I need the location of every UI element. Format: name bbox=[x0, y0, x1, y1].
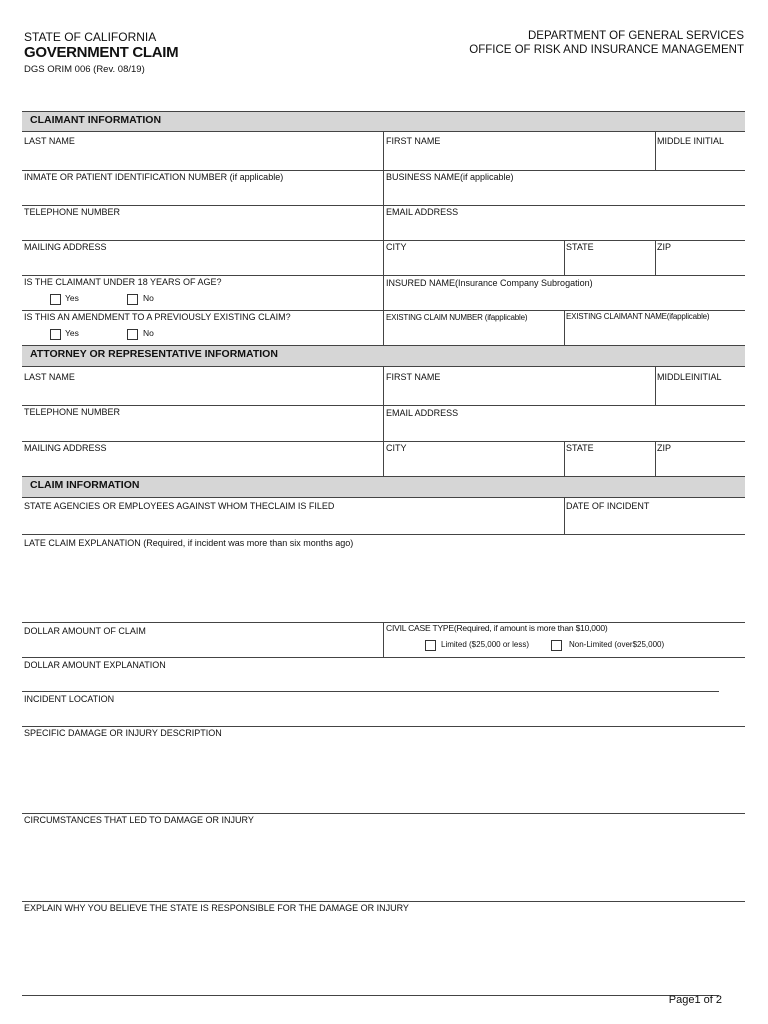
amendment-no-label: No bbox=[143, 328, 154, 338]
damage-description-label: SPECIFIC DAMAGE OR INJURY DESCRIPTION bbox=[24, 728, 222, 738]
claimant-insured-name-label: INSURED NAME(Insurance Company Subrogation) bbox=[386, 278, 593, 288]
civil-case-type-label: CIVIL CASE TYPE(Required, if amount is more than $10,000) bbox=[386, 623, 608, 633]
state-name: STATE OF CALIFORNIA bbox=[24, 30, 157, 44]
claimant-amendment-label: IS THIS AN AMENDMENT TO A PREVIOUSLY EXISTING CLAIM? bbox=[24, 312, 291, 322]
late-claim-explanation-label: LATE CLAIM EXPLANATION (Required, if incident was more than six months ago) bbox=[24, 538, 354, 548]
office-name: OFFICE OF RISK AND INSURANCE MANAGEMENT bbox=[469, 44, 744, 56]
under-18-no-label: No bbox=[143, 293, 154, 303]
form-id: DGS ORIM 006 (Rev. 08/19) bbox=[24, 64, 145, 75]
claimant-inmate-id-label: INMATE OR PATIENT IDENTIFICATION NUMBER (if applicable) bbox=[24, 172, 284, 182]
claimant-first-name-label: FIRST NAME bbox=[386, 136, 441, 146]
claim-form bbox=[22, 111, 745, 996]
claimant-section-header bbox=[22, 111, 745, 131]
claim-section-title: CLAIM INFORMATION bbox=[30, 479, 140, 491]
claimant-section-title: CLAIMANT INFORMATION bbox=[30, 114, 162, 126]
existing-claimant-name-label: EXISTING CLAIMANT NAME(ifapplicable) bbox=[566, 312, 710, 321]
incident-location-label: INCIDENT LOCATION bbox=[24, 694, 115, 704]
attorney-telephone-label: TELEPHONE NUMBER bbox=[24, 407, 121, 417]
under-18-no-checkbox[interactable] bbox=[127, 294, 138, 305]
non-limited-checkbox[interactable] bbox=[551, 640, 562, 651]
claimant-middle-initial-label: MIDDLE INITIAL bbox=[657, 136, 725, 146]
form-title: GOVERNMENT CLAIM bbox=[24, 44, 179, 61]
amendment-no-checkbox[interactable] bbox=[127, 329, 138, 340]
dollar-amount-label: DOLLAR AMOUNT OF CLAIM bbox=[24, 626, 146, 636]
attorney-section-title: ATTORNEY OR REPRESENTATIVE INFORMATION bbox=[30, 348, 278, 360]
amendment-yes-label: Yes bbox=[65, 328, 79, 338]
existing-claim-number-label: EXISTING CLAIM NUMBER (ifapplicable) bbox=[386, 313, 528, 322]
claimant-mailing-address-label: MAILING ADDRESS bbox=[24, 242, 107, 252]
claimant-telephone-label: TELEPHONE NUMBER bbox=[24, 207, 121, 217]
date-of-incident-label: DATE OF INCIDENT bbox=[566, 501, 650, 511]
attorney-middle-initial-label: MIDDLEINITIAL bbox=[657, 372, 722, 382]
attorney-last-name-label: LAST NAME bbox=[24, 372, 75, 382]
claimant-city-label: CITY bbox=[386, 242, 407, 252]
page-number: Page1 of 2 bbox=[668, 994, 722, 1006]
limited-label: Limited ($25,000 or less) bbox=[441, 640, 530, 649]
agencies-label: STATE AGENCIES OR EMPLOYEES AGAINST WHOM THECLAIM IS FILED bbox=[24, 501, 335, 511]
circumstances-label: CIRCUMSTANCES THAT LED TO DAMAGE OR INJURY bbox=[24, 815, 254, 825]
claimant-under-18-label: IS THE CLAIMANT UNDER 18 YEARS OF AGE? bbox=[24, 277, 222, 287]
attorney-email-label: EMAIL ADDRESS bbox=[386, 408, 459, 418]
attorney-section-header bbox=[22, 345, 745, 366]
responsibility-label: EXPLAIN WHY YOU BELIEVE THE STATE IS RESPONSIBLE FOR THE DAMAGE OR INJURY bbox=[24, 903, 409, 913]
dollar-explanation-label: DOLLAR AMOUNT EXPLANATION bbox=[24, 660, 166, 670]
claimant-zip-label: ZIP bbox=[657, 242, 672, 252]
claimant-email-label: EMAIL ADDRESS bbox=[386, 207, 459, 217]
claim-section-header bbox=[22, 476, 745, 497]
non-limited-label: Non-Limited (over$25,000) bbox=[569, 640, 665, 649]
attorney-first-name-label: FIRST NAME bbox=[386, 372, 441, 382]
under-18-yes-checkbox[interactable] bbox=[50, 294, 61, 305]
attorney-mailing-address-label: MAILING ADDRESS bbox=[24, 443, 107, 453]
claimant-state-label: STATE bbox=[566, 242, 594, 252]
attorney-city-label: CITY bbox=[386, 443, 407, 453]
claimant-last-name-label: LAST NAME bbox=[24, 136, 75, 146]
attorney-state-label: STATE bbox=[566, 443, 594, 453]
amendment-yes-checkbox[interactable] bbox=[50, 329, 61, 340]
under-18-yes-label: Yes bbox=[65, 293, 79, 303]
department-name: DEPARTMENT OF GENERAL SERVICES bbox=[528, 30, 744, 42]
claimant-business-name-label: BUSINESS NAME(if applicable) bbox=[386, 172, 514, 182]
attorney-zip-label: ZIP bbox=[657, 443, 672, 453]
limited-checkbox[interactable] bbox=[425, 640, 436, 651]
